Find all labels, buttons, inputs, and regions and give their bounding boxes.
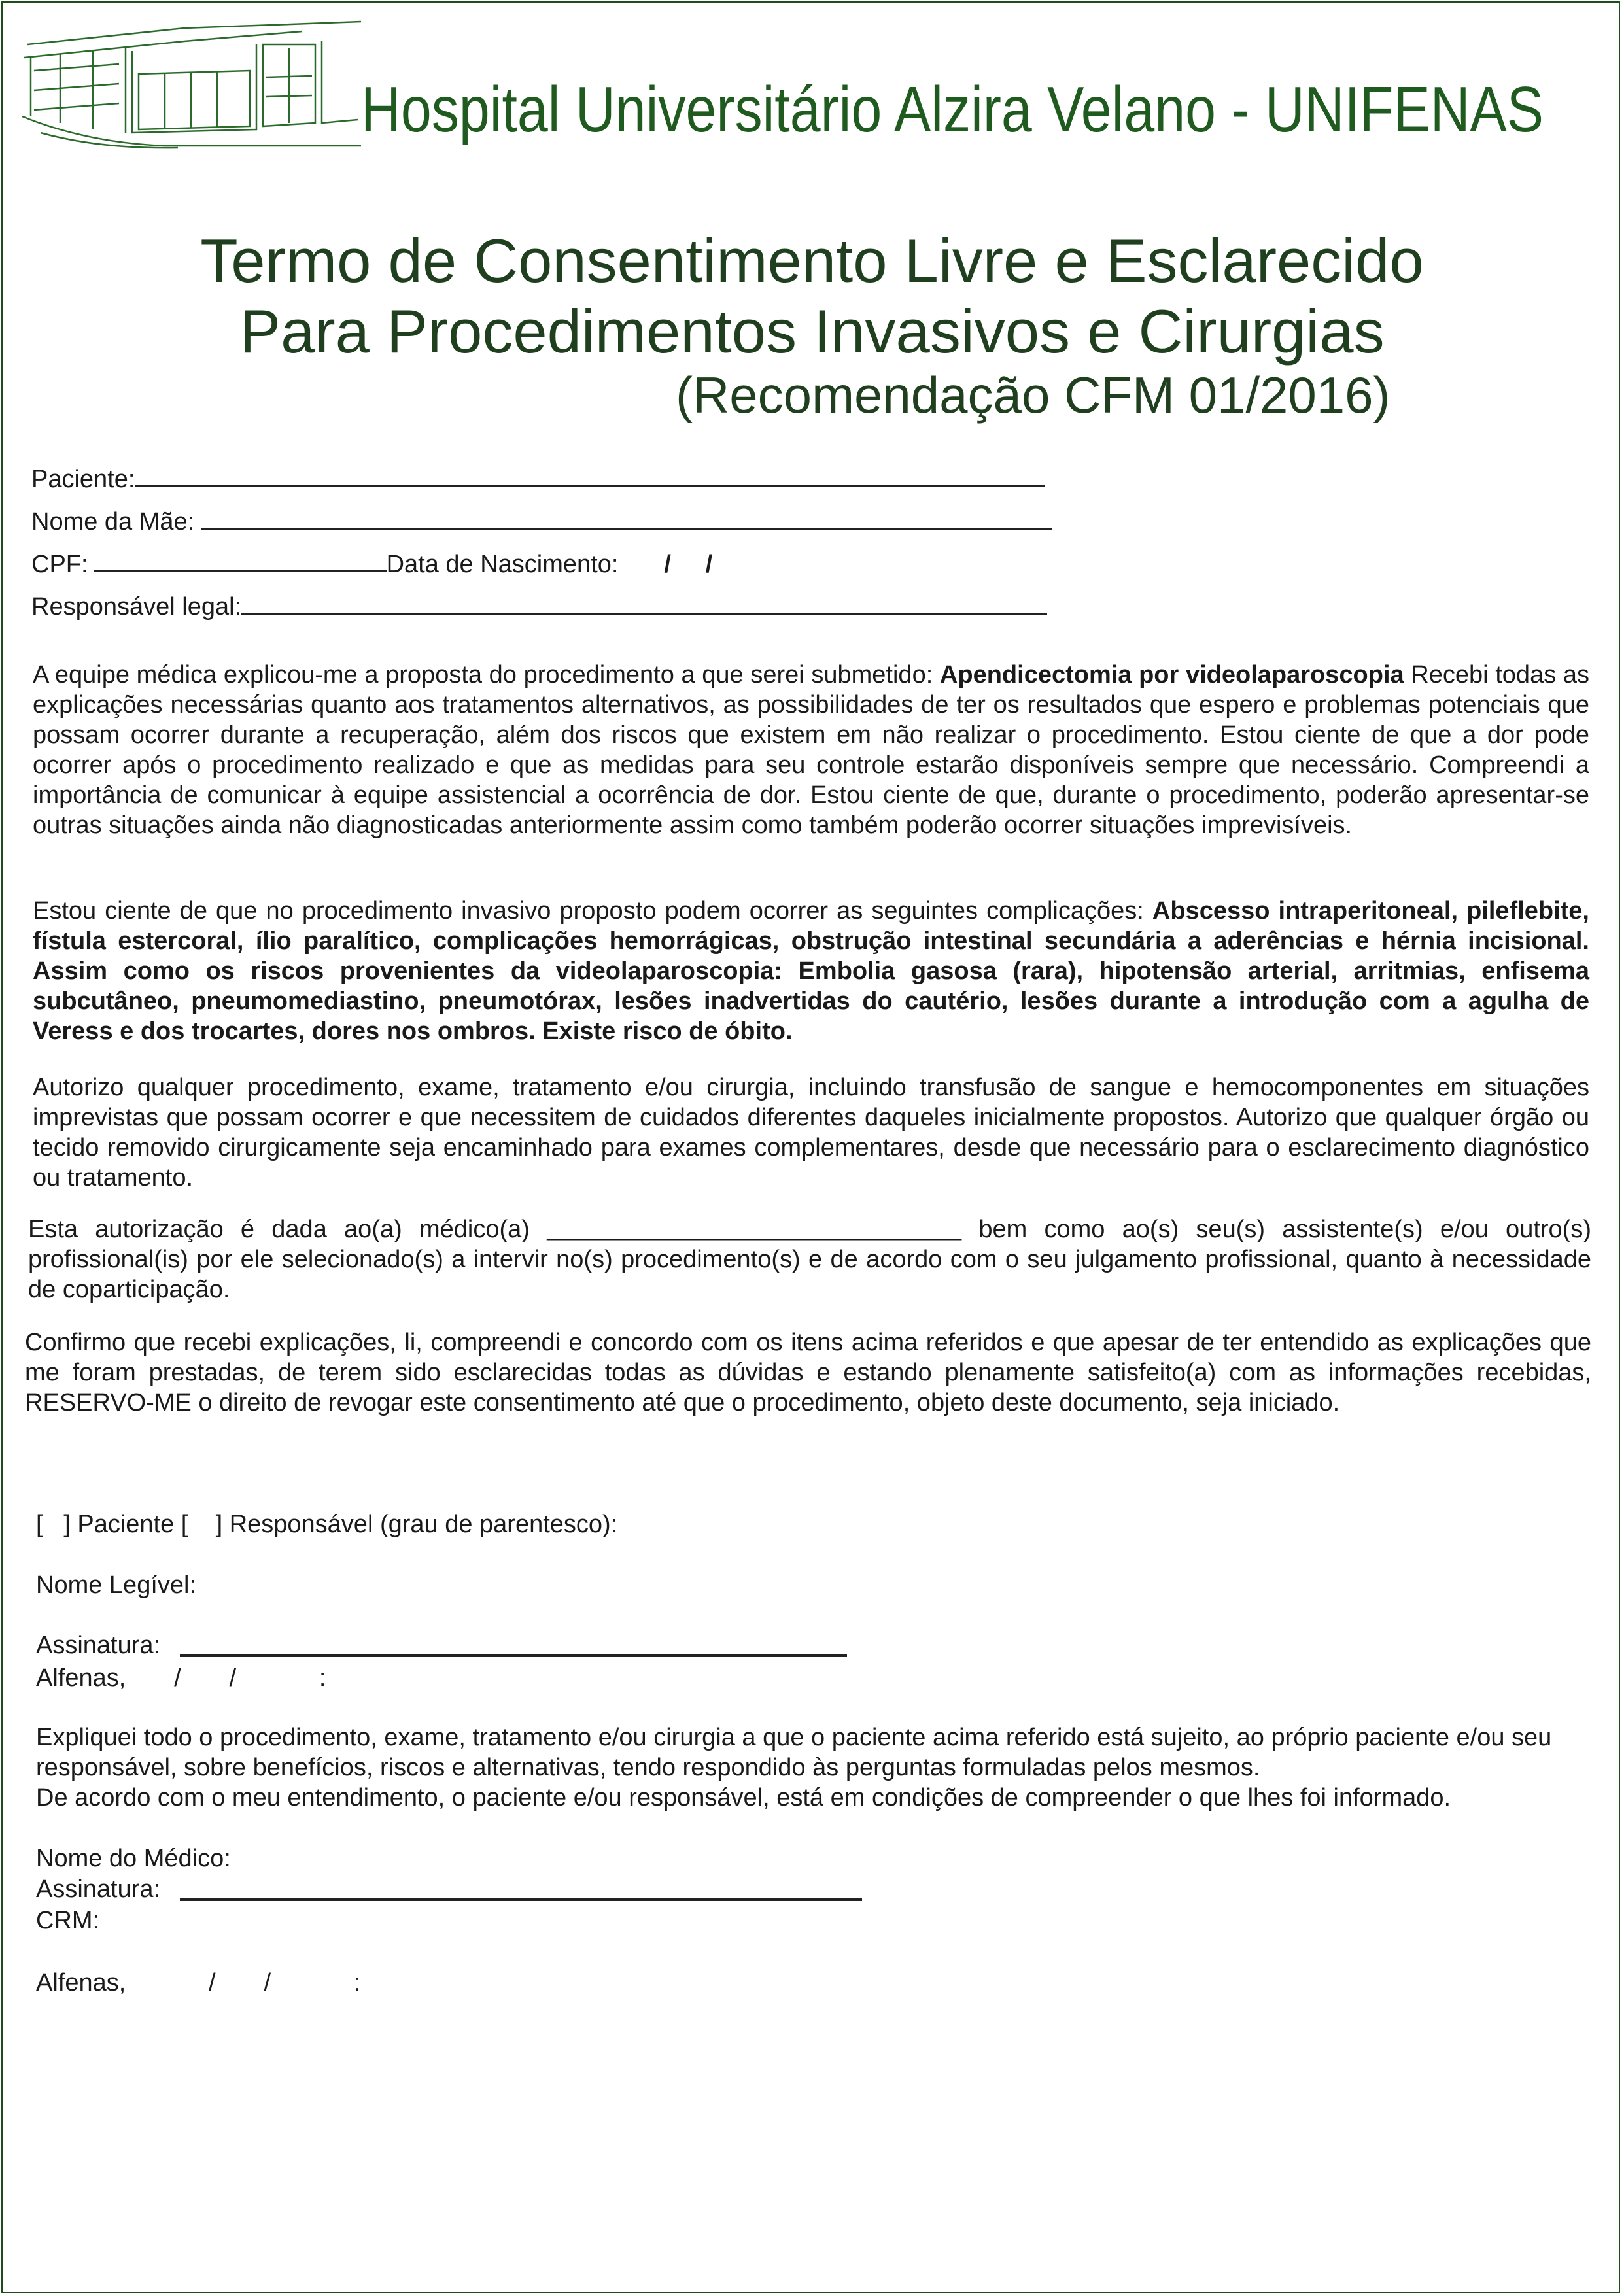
p1-prefix: A equipe médica explicou-me a proposta do procedimento a que serei submetido: xyxy=(33,661,940,689)
physician-blank[interactable]: ______________________________ xyxy=(547,1216,962,1243)
cpf-label: CPF: xyxy=(31,551,88,578)
patient-checkbox[interactable]: [ ] Paciente xyxy=(36,1511,175,1538)
document-title-line1: Termo de Consentimento Livre e Esclarecido xyxy=(200,226,1424,295)
crm-label: CRM: xyxy=(36,1907,100,1934)
mother-field[interactable] xyxy=(31,508,1052,534)
patient-field[interactable] xyxy=(31,466,1045,492)
cpf-dob-field[interactable] xyxy=(31,551,712,577)
dob-label: Data de Nascimento: xyxy=(386,551,619,578)
legible-name-label: Nome Legível: xyxy=(36,1571,197,1599)
guardian-line[interactable] xyxy=(241,593,1047,615)
patient-signature-line[interactable] xyxy=(180,1654,847,1657)
doctor-statement-line1: Expliquei todo o procedimento, exame, tratamento e/ou cirurgia a que o paciente acima referido está sujeito, ao próprio paciente e/ou seu responsável, sobre benefícios, riscos e alternativas, tendo respondido às perguntas formuladas pelos mesmos. xyxy=(36,1724,1552,1781)
complications-list: Abscesso intraperitoneal, pileflebite, fístula estercoral, ílio paralítico, complicações hemorrágicas, obstrução intestinal secundária a aderências e hérnia incisional. Assim como os riscos provenientes da videolaparoscopia: Embolia gasosa (rara), hipotensão arterial, arritmias, enfisema subcutâneo, pneumomediastino, pneumotórax, lesões inadvertidas do cautério, lesões durante a introdução com a agulha de Veress e dos trocartes, dores nos ombros. Existe risco de óbito. xyxy=(33,897,1589,1045)
paragraph-physician xyxy=(28,1214,1591,1305)
p4-prefix: Esta autorização é dada ao(a) médico(a) xyxy=(28,1216,547,1243)
paragraph-authorization: Autorizo qualquer procedimento, exame, tratamento e/ou cirurgia, incluindo transfusão de sangue e hemocomponentes em situações imprevistas que possam ocorrer e que necessitem de cuidados diferentes daqueles inicialmente propostos. Autorizo que qualquer órgão ou tecido removido cirurgicamente seja encaminhado para exames complementares, desde que necessário para o esclarecimento diagnóstico ou tratamento. xyxy=(33,1074,1589,1191)
guardian-field[interactable] xyxy=(31,593,1047,619)
guardian-checkbox[interactable]: [ ] Responsável (grau de parentesco): xyxy=(181,1511,618,1538)
document-title-line2: Para Procedimentos Invasivos e Cirurgias xyxy=(239,297,1385,366)
doctor-statement xyxy=(36,1722,1589,1813)
hospital-building-icon xyxy=(21,18,361,149)
p4-rest: bem como ao(s) seu(s) assistente(s) e/ou outro(s) profissional(is) por ele selecionado(s) a intervir no(s) procedimento(s) e de acordo com o seu julgamento profissional, quanto à necessidade de coparticipação. xyxy=(28,1216,1591,1303)
patient-line[interactable] xyxy=(135,466,1045,487)
mother-line[interactable] xyxy=(201,508,1052,530)
mother-label: Nome da Mãe: xyxy=(31,508,195,536)
doctor-name-label: Nome do Médico: xyxy=(36,1845,231,1872)
doctor-signature-line[interactable] xyxy=(180,1898,862,1901)
hospital-name: Hospital Universitário Alzira Velano - UNIFENAS xyxy=(361,73,1544,145)
guardian-label: Responsável legal: xyxy=(31,593,242,621)
doctor-place-date: Alfenas, / / : xyxy=(36,1969,361,1996)
dob-slashes: / / xyxy=(664,551,713,578)
patient-signature-label: Assinatura: xyxy=(36,1632,161,1659)
paragraph-procedure xyxy=(33,660,1589,840)
paragraph-complications xyxy=(33,896,1589,1046)
patient-place-date: Alfenas, / / : xyxy=(36,1664,326,1692)
cpf-line[interactable] xyxy=(94,551,387,572)
doctor-statement-line2: De acordo com o meu entendimento, o paciente e/ou responsável, está em condições de compreender o que lhes foi informado. xyxy=(36,1784,1451,1811)
relationship-row xyxy=(36,1512,617,1537)
procedure-name: Apendicectomia por videolaparoscopia xyxy=(939,661,1404,689)
document-subtitle: (Recomendação CFM 01/2016) xyxy=(676,366,1391,424)
patient-label: Paciente: xyxy=(31,466,135,493)
p1-rest: Recebi todas as explicações necessárias quanto aos tratamentos alternativos, as possibilidades de ter os resultados que espero e problemas potenciais que possam ocorrer durante a recuperação, além dos riscos que existem em não realizar o procedimento. Estou ciente de que a dor pode ocorrer após o procedimento realizado e que as medidas para seu controle estarão disponíveis sempre que necessário. Compreendi a importância de comunicar à equipe assistencial a ocorrência de dor. Estou ciente de que, durante o procedimento, poderão apresentar-se outras situações ainda não diagnosticadas anteriormente assim como também poderão ocorrer situações imprevisíveis. xyxy=(33,661,1589,839)
p2-prefix: Estou ciente de que no procedimento invasivo proposto podem ocorrer as seguintes complicações: xyxy=(33,897,1152,925)
doctor-signature-label: Assinatura: xyxy=(36,1876,161,1903)
paragraph-confirmation: Confirmo que recebi explicações, li, compreendi e concordo com os itens acima referidos e que apesar de ter entendido as explicações que me foram prestadas, de terem sido esclarecidas todas as dúvidas e estando plenamente satisfeito(a) com as informações recebidas, RESERVO-ME o direito de revogar este consentimento até que o procedimento, objeto deste documento, seja iniciado. xyxy=(25,1329,1591,1416)
